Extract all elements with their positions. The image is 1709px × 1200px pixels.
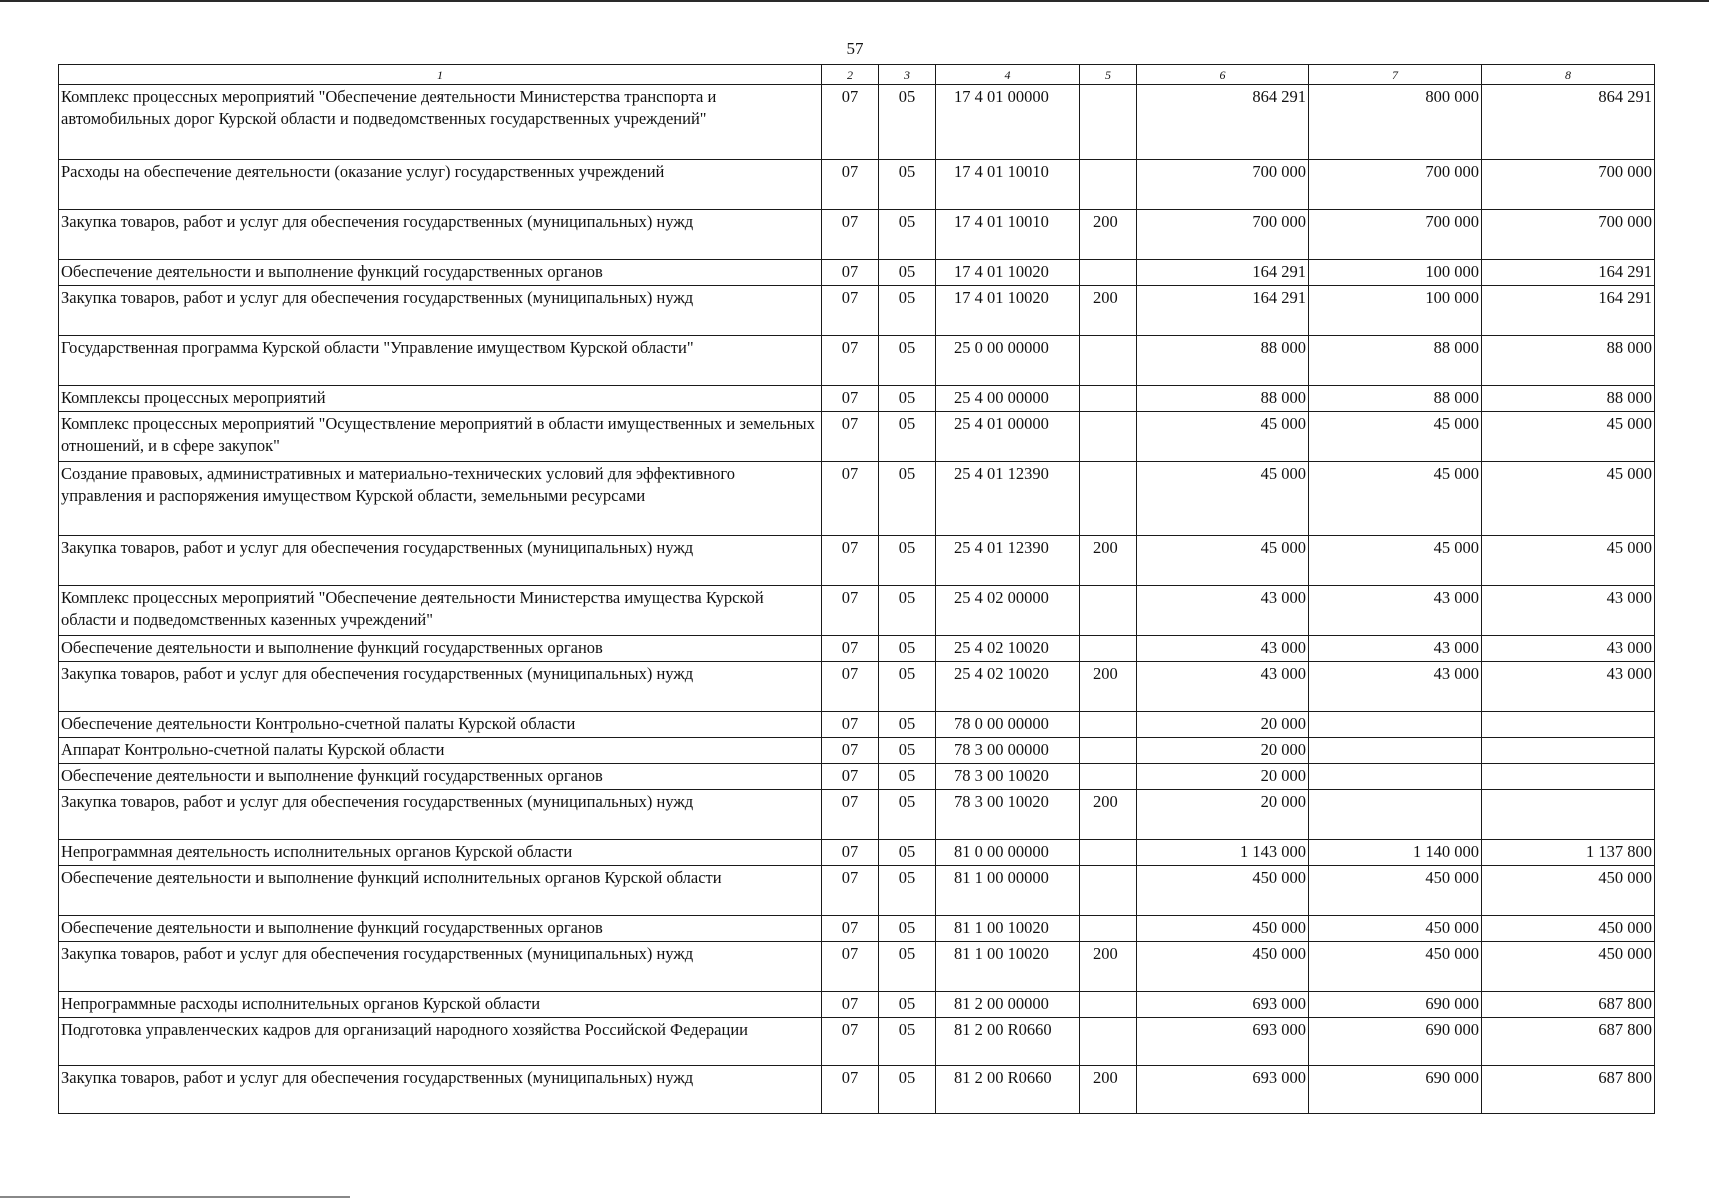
row-expense-type <box>1080 85 1137 160</box>
row-amount-col6: 450 000 <box>1137 942 1309 992</box>
table-row <box>59 738 1655 764</box>
row-amount-col7: 800 000 <box>1309 85 1482 160</box>
row-amount-col7: 690 000 <box>1309 992 1482 1018</box>
row-amount-col7: 700 000 <box>1309 210 1482 260</box>
row-amount-col8 <box>1482 790 1655 840</box>
row-subsection: 05 <box>879 662 936 712</box>
row-amount-col7: 1 140 000 <box>1309 840 1482 866</box>
row-amount-col6: 43 000 <box>1137 636 1309 662</box>
row-amount-col6: 45 000 <box>1137 536 1309 586</box>
row-amount-col7: 88 000 <box>1309 386 1482 412</box>
row-amount-col8: 687 800 <box>1482 1066 1655 1114</box>
row-target-article: 81 2 00 R0660 <box>936 1066 1080 1114</box>
row-subsection: 05 <box>879 85 936 160</box>
row-amount-col8: 45 000 <box>1482 536 1655 586</box>
row-subsection: 05 <box>879 1018 936 1066</box>
table-row <box>59 662 1655 712</box>
table-row <box>59 336 1655 386</box>
row-expense-type <box>1080 764 1137 790</box>
row-section: 07 <box>822 790 879 840</box>
row-subsection: 05 <box>879 1066 936 1114</box>
column-number-2: 2 <box>822 65 879 85</box>
row-expense-type: 200 <box>1080 662 1137 712</box>
table-row <box>59 866 1655 916</box>
row-section: 07 <box>822 1066 879 1114</box>
row-amount-col7 <box>1309 712 1482 738</box>
row-amount-col7: 43 000 <box>1309 586 1482 636</box>
row-name: Обеспечение деятельности и выполнение функций исполнительных органов Курской области <box>59 866 822 916</box>
column-number-row <box>59 65 1655 85</box>
column-number-5: 5 <box>1080 65 1137 85</box>
row-amount-col6: 88 000 <box>1137 386 1309 412</box>
row-amount-col8 <box>1482 738 1655 764</box>
row-target-article: 25 4 01 00000 <box>936 412 1080 462</box>
table-row <box>59 942 1655 992</box>
row-amount-col6: 43 000 <box>1137 662 1309 712</box>
row-amount-col6: 693 000 <box>1137 1018 1309 1066</box>
row-amount-col7: 88 000 <box>1309 336 1482 386</box>
row-expense-type <box>1080 916 1137 942</box>
row-target-article: 25 4 01 12390 <box>936 536 1080 586</box>
row-subsection: 05 <box>879 942 936 992</box>
row-target-article: 17 4 01 10020 <box>936 286 1080 336</box>
row-expense-type: 200 <box>1080 210 1137 260</box>
row-expense-type <box>1080 866 1137 916</box>
row-expense-type <box>1080 336 1137 386</box>
row-amount-col7: 450 000 <box>1309 866 1482 916</box>
row-subsection: 05 <box>879 764 936 790</box>
row-subsection: 05 <box>879 412 936 462</box>
row-amount-col7: 43 000 <box>1309 662 1482 712</box>
column-number-6: 6 <box>1137 65 1309 85</box>
row-name: Аппарат Контрольно-счетной палаты Курской области <box>59 738 822 764</box>
row-subsection: 05 <box>879 386 936 412</box>
table-row <box>59 764 1655 790</box>
row-target-article: 78 0 00 00000 <box>936 712 1080 738</box>
row-name: Обеспечение деятельности и выполнение функций государственных органов <box>59 260 822 286</box>
row-target-article: 81 0 00 00000 <box>936 840 1080 866</box>
row-amount-col7: 700 000 <box>1309 160 1482 210</box>
row-section: 07 <box>822 712 879 738</box>
row-expense-type <box>1080 260 1137 286</box>
row-subsection: 05 <box>879 260 936 286</box>
row-subsection: 05 <box>879 462 936 536</box>
table-row <box>59 386 1655 412</box>
row-subsection: 05 <box>879 210 936 260</box>
table-row <box>59 210 1655 260</box>
row-expense-type <box>1080 386 1137 412</box>
table-row <box>59 536 1655 586</box>
row-section: 07 <box>822 840 879 866</box>
table-row <box>59 840 1655 866</box>
row-amount-col8: 88 000 <box>1482 336 1655 386</box>
row-amount-col6: 164 291 <box>1137 260 1309 286</box>
row-section: 07 <box>822 992 879 1018</box>
row-expense-type <box>1080 412 1137 462</box>
row-section: 07 <box>822 536 879 586</box>
row-amount-col7: 450 000 <box>1309 942 1482 992</box>
row-amount-col6: 20 000 <box>1137 738 1309 764</box>
row-section: 07 <box>822 866 879 916</box>
row-amount-col8: 450 000 <box>1482 916 1655 942</box>
row-amount-col6: 864 291 <box>1137 85 1309 160</box>
row-amount-col8: 43 000 <box>1482 636 1655 662</box>
table-row <box>59 992 1655 1018</box>
table-row <box>59 586 1655 636</box>
row-target-article: 25 4 02 10020 <box>936 662 1080 712</box>
row-amount-col8: 700 000 <box>1482 210 1655 260</box>
row-name: Обеспечение деятельности и выполнение функций государственных органов <box>59 916 822 942</box>
row-amount-col7: 43 000 <box>1309 636 1482 662</box>
row-amount-col8: 164 291 <box>1482 260 1655 286</box>
row-amount-col7 <box>1309 738 1482 764</box>
row-amount-col6: 20 000 <box>1137 764 1309 790</box>
row-amount-col6: 45 000 <box>1137 412 1309 462</box>
table-row <box>59 790 1655 840</box>
row-name: Создание правовых, административных и материально-технических условий для эффективного управления и распоряжения имуществом Курской области, земельными ресурсами <box>59 462 822 536</box>
row-expense-type <box>1080 738 1137 764</box>
row-section: 07 <box>822 586 879 636</box>
row-amount-col6: 45 000 <box>1137 462 1309 536</box>
row-subsection: 05 <box>879 916 936 942</box>
row-section: 07 <box>822 1018 879 1066</box>
row-amount-col6: 693 000 <box>1137 992 1309 1018</box>
row-subsection: 05 <box>879 286 936 336</box>
scan-bottom-mark <box>0 1196 350 1198</box>
row-target-article: 17 4 01 10020 <box>936 260 1080 286</box>
row-amount-col8 <box>1482 712 1655 738</box>
row-amount-col8: 1 137 800 <box>1482 840 1655 866</box>
row-amount-col8: 700 000 <box>1482 160 1655 210</box>
row-expense-type: 200 <box>1080 286 1137 336</box>
row-amount-col8: 450 000 <box>1482 942 1655 992</box>
row-section: 07 <box>822 85 879 160</box>
row-target-article: 17 4 01 00000 <box>936 85 1080 160</box>
row-name: Непрограммная деятельность исполнительных органов Курской области <box>59 840 822 866</box>
column-number-7: 7 <box>1309 65 1482 85</box>
row-expense-type <box>1080 712 1137 738</box>
table-row <box>59 85 1655 160</box>
row-name: Обеспечение деятельности и выполнение функций государственных органов <box>59 636 822 662</box>
row-target-article: 81 1 00 00000 <box>936 866 1080 916</box>
row-amount-col6: 450 000 <box>1137 916 1309 942</box>
table-row <box>59 1018 1655 1066</box>
row-target-article: 25 0 00 00000 <box>936 336 1080 386</box>
row-amount-col6: 1 143 000 <box>1137 840 1309 866</box>
table-row <box>59 412 1655 462</box>
row-amount-col7 <box>1309 790 1482 840</box>
row-expense-type: 200 <box>1080 790 1137 840</box>
row-target-article: 25 4 02 00000 <box>936 586 1080 636</box>
row-name: Комплекс процессных мероприятий "Осуществление мероприятий в области имущественных и земельных отношений, и в сфере закупок" <box>59 412 822 462</box>
row-name: Государственная программа Курской области "Управление имуществом Курской области" <box>59 336 822 386</box>
column-number-8: 8 <box>1482 65 1655 85</box>
row-subsection: 05 <box>879 738 936 764</box>
row-target-article: 81 1 00 10020 <box>936 916 1080 942</box>
row-section: 07 <box>822 764 879 790</box>
row-expense-type <box>1080 992 1137 1018</box>
table-row <box>59 462 1655 536</box>
row-target-article: 78 3 00 10020 <box>936 764 1080 790</box>
row-expense-type <box>1080 840 1137 866</box>
row-name: Закупка товаров, работ и услуг для обеспечения государственных (муниципальных) нужд <box>59 210 822 260</box>
row-subsection: 05 <box>879 712 936 738</box>
column-number-1: 1 <box>59 65 822 85</box>
row-target-article: 78 3 00 00000 <box>936 738 1080 764</box>
row-expense-type <box>1080 160 1137 210</box>
row-section: 07 <box>822 916 879 942</box>
row-amount-col8: 164 291 <box>1482 286 1655 336</box>
row-section: 07 <box>822 636 879 662</box>
row-subsection: 05 <box>879 790 936 840</box>
row-section: 07 <box>822 662 879 712</box>
row-amount-col7: 450 000 <box>1309 916 1482 942</box>
row-name: Подготовка управленческих кадров для организаций народного хозяйства Российской Федерации <box>59 1018 822 1066</box>
row-name: Комплексы процессных мероприятий <box>59 386 822 412</box>
row-section: 07 <box>822 942 879 992</box>
row-section: 07 <box>822 336 879 386</box>
row-subsection: 05 <box>879 586 936 636</box>
row-section: 07 <box>822 462 879 536</box>
row-amount-col6: 20 000 <box>1137 790 1309 840</box>
page-number: 57 <box>846 39 864 58</box>
row-section: 07 <box>822 738 879 764</box>
row-target-article: 81 2 00 00000 <box>936 992 1080 1018</box>
table-row <box>59 636 1655 662</box>
row-target-article: 25 4 01 12390 <box>936 462 1080 536</box>
row-amount-col7: 690 000 <box>1309 1018 1482 1066</box>
row-amount-col6: 88 000 <box>1137 336 1309 386</box>
row-amount-col7: 690 000 <box>1309 1066 1482 1114</box>
row-section: 07 <box>822 412 879 462</box>
row-name: Обеспечение деятельности и выполнение функций государственных органов <box>59 764 822 790</box>
row-section: 07 <box>822 260 879 286</box>
row-name: Закупка товаров, работ и услуг для обеспечения государственных (муниципальных) нужд <box>59 286 822 336</box>
row-target-article: 78 3 00 10020 <box>936 790 1080 840</box>
row-amount-col7: 45 000 <box>1309 536 1482 586</box>
row-amount-col6: 20 000 <box>1137 712 1309 738</box>
row-expense-type: 200 <box>1080 536 1137 586</box>
row-section: 07 <box>822 210 879 260</box>
row-subsection: 05 <box>879 866 936 916</box>
row-section: 07 <box>822 386 879 412</box>
row-section: 07 <box>822 286 879 336</box>
row-name: Непрограммные расходы исполнительных органов Курской области <box>59 992 822 1018</box>
row-subsection: 05 <box>879 840 936 866</box>
row-subsection: 05 <box>879 336 936 386</box>
row-amount-col8: 687 800 <box>1482 992 1655 1018</box>
row-amount-col7: 45 000 <box>1309 412 1482 462</box>
table-row <box>59 916 1655 942</box>
row-name: Закупка товаров, работ и услуг для обеспечения государственных (муниципальных) нужд <box>59 790 822 840</box>
row-name: Закупка товаров, работ и услуг для обеспечения государственных (муниципальных) нужд <box>59 1066 822 1114</box>
row-subsection: 05 <box>879 636 936 662</box>
row-amount-col6: 700 000 <box>1137 210 1309 260</box>
row-name: Комплекс процессных мероприятий "Обеспечение деятельности Министерства транспорта и автомобильных дорог Курской области и подведомственных государственных учреждений" <box>59 85 822 160</box>
row-target-article: 81 1 00 10020 <box>936 942 1080 992</box>
row-amount-col6: 43 000 <box>1137 586 1309 636</box>
row-target-article: 17 4 01 10010 <box>936 160 1080 210</box>
row-amount-col8: 45 000 <box>1482 412 1655 462</box>
scan-top-edge <box>0 0 1709 2</box>
row-target-article: 17 4 01 10010 <box>936 210 1080 260</box>
row-expense-type <box>1080 462 1137 536</box>
row-target-article: 25 4 00 00000 <box>936 386 1080 412</box>
row-expense-type <box>1080 586 1137 636</box>
row-amount-col6: 700 000 <box>1137 160 1309 210</box>
table-row <box>59 260 1655 286</box>
row-target-article: 25 4 02 10020 <box>936 636 1080 662</box>
row-amount-col8 <box>1482 764 1655 790</box>
row-subsection: 05 <box>879 536 936 586</box>
row-amount-col8: 43 000 <box>1482 662 1655 712</box>
row-name: Комплекс процессных мероприятий "Обеспечение деятельности Министерства имущества Курской области и подведомственных казенных учреждений" <box>59 586 822 636</box>
row-amount-col6: 693 000 <box>1137 1066 1309 1114</box>
row-section: 07 <box>822 160 879 210</box>
row-name: Расходы на обеспечение деятельности (оказание услуг) государственных учреждений <box>59 160 822 210</box>
row-expense-type: 200 <box>1080 942 1137 992</box>
row-expense-type <box>1080 636 1137 662</box>
table-row <box>59 286 1655 336</box>
row-amount-col8: 864 291 <box>1482 85 1655 160</box>
budget-table <box>58 64 1655 1114</box>
row-amount-col7: 100 000 <box>1309 260 1482 286</box>
row-amount-col8: 687 800 <box>1482 1018 1655 1066</box>
row-subsection: 05 <box>879 160 936 210</box>
row-target-article: 81 2 00 R0660 <box>936 1018 1080 1066</box>
row-subsection: 05 <box>879 992 936 1018</box>
row-name: Закупка товаров, работ и услуг для обеспечения государственных (муниципальных) нужд <box>59 662 822 712</box>
column-number-3: 3 <box>879 65 936 85</box>
row-amount-col8: 45 000 <box>1482 462 1655 536</box>
row-amount-col6: 164 291 <box>1137 286 1309 336</box>
row-amount-col7 <box>1309 764 1482 790</box>
row-name: Закупка товаров, работ и услуг для обеспечения государственных (муниципальных) нужд <box>59 536 822 586</box>
row-amount-col8: 450 000 <box>1482 866 1655 916</box>
row-name: Закупка товаров, работ и услуг для обеспечения государственных (муниципальных) нужд <box>59 942 822 992</box>
row-amount-col8: 43 000 <box>1482 586 1655 636</box>
table-row <box>59 1066 1655 1114</box>
row-expense-type <box>1080 1018 1137 1066</box>
row-expense-type: 200 <box>1080 1066 1137 1114</box>
table-row <box>59 160 1655 210</box>
row-name: Обеспечение деятельности Контрольно-счетной палаты Курской области <box>59 712 822 738</box>
row-amount-col6: 450 000 <box>1137 866 1309 916</box>
row-amount-col8: 88 000 <box>1482 386 1655 412</box>
row-amount-col7: 45 000 <box>1309 462 1482 536</box>
table-row <box>59 712 1655 738</box>
row-amount-col7: 100 000 <box>1309 286 1482 336</box>
column-number-4: 4 <box>936 65 1080 85</box>
